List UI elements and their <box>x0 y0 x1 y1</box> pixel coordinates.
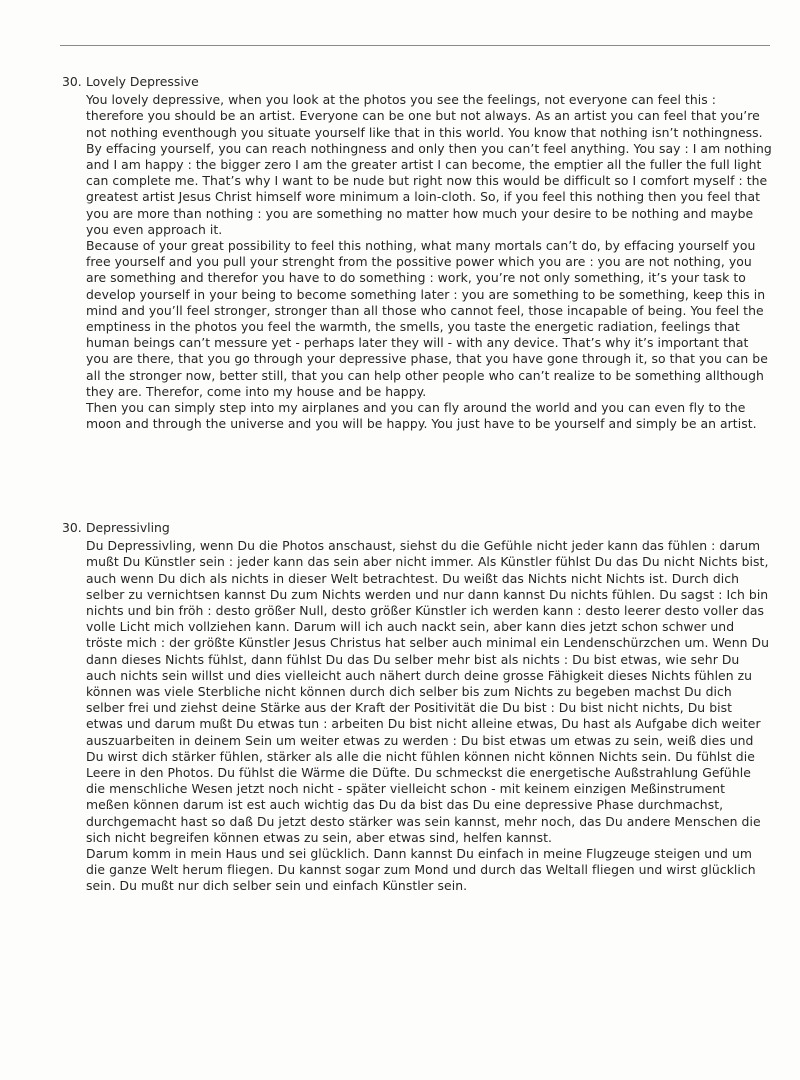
section-number: 30. <box>62 520 82 535</box>
paragraph: Then you can simply step into my airplanes and you can fly around the world and you can even fly to the moon and through the universe and you will be happy. You just have to be yourself and simply be an artist. <box>86 400 757 432</box>
paragraph: Because of your great possibility to feel this nothing, what many mortals can’t do, by effacing yourself you free yourself and you pull your strenght from the possitive power which you are : you are not nothing, you are something and therefor you have to do something : work, you’re not only something, it’s your task to develop yourself in your being to become something later : you are something to be something, keep this in mind and you’ll feel stronger, stronger than all those who cannot feel, those incapable of being. You feel the emptiness in the photos you feel the warmth, the smells, you taste the energetic radiation, feelings that human beings can’t messure yet - perhaps later they will - with any device. That’s why it’s important that you are there, that you go through your depressive phase, that you have gone through it, so that you can be all the stronger now, better still, that you can help other people who can’t realize to be something allthough they are. Therefor, come into my house and be happy. <box>86 238 768 399</box>
section-number: 30. <box>62 74 82 89</box>
section-german <box>62 520 772 895</box>
section-english <box>62 74 772 432</box>
paragraph: Du Depressivling, wenn Du die Photos anschaust, siehst du die Gefühle nicht jeder kann das fühlen : darum mußt Du Künstler sein : jeder kann das sein aber nicht immer. Als Künstler fühlst Du das Du nicht Nichts bist, auch wenn Du dich als nichts in dieser Welt betrachtest. Du weißt das Nichts nicht Nichts ist. Durch dich selber zu vernichtsen kannst Du zum Nichts werden und nur dann kannst Du nichts fühlen. Du sagst : Ich bin nichts und bin fröh : desto größer Null, desto größer Künstler ich werden kann : desto leerer desto voller das volle Licht mich vollziehen kann. Darum will ich auch nackt sein, aber kann dies jetzt schon schwer und tröste mich : der größte Künstler Jesus Christus hat selber auch minimal ein Lendenschürzchen um. Wenn Du dann dieses Nichts fühlst, dann fühlst Du das Du selber mehr bist als nichts : Du bist etwas, wie sehr Du auch nichts sein willst und dies vielleicht auch nähert durch deine grosse Fähigkeit dieses Nichts fühlen zu können was viele Sterbliche nicht können durch dich selber bis zum Nichts zu begeben machst Du dich selber frei und ziehst deine Stärke aus der Kraft der Positivität die Du bist : Du bist nicht nichts, Du bist etwas und darum mußt Du etwas tun : arbeiten Du bist nicht alleine etwas, Du hast als Aufgabe dich weiter auszuarbeiten in deinem Sein um weiter etwas zu werden : Du bist etwas um etwas zu sein, weiß dies und Du wirst dich stärker fühlen, stärker als alle die nicht fühlen können nicht können Nichts sein. Du fühlst die Leere in den Photos. Du fühlst die Wärme die Düfte. Du schmeckst die energetische Außstrahlung Gefühle die menschliche Wesen jetzt noch nicht - später vielleicht schon - mit keinem einzigen Meßinstrument meßen können darum ist est auch wichtig das Du da bist das Du eine depressive Phase durchmachst, durchgemacht hast so daß Du jetzt desto stärker was sein kannst, mehr noch, das Du andere Menschen die sich nicht begreifen können etwas zu sein, aber etwas sind, helfen kannst. <box>86 538 770 845</box>
section-title: Lovely Depressive <box>86 74 199 89</box>
section-heading <box>62 520 772 536</box>
section-body <box>86 92 772 432</box>
section-body <box>86 538 772 894</box>
paragraph: You lovely depressive, when you look at the photos you see the feelings, not everyone can feel this : therefore you should be an artist. Everyone can be one but not always. As an artist you can feel that you’re not nothing eventhough you situate yourself like that in this world. You know that nothing isn’t nothingness. By effacing yourself, you can reach nothingness and only then you can’t feel anything. You say : I am nothing and I am happy : the bigger zero I am the greater artist I can become, the emptier all the fuller the full light can complete me. That’s why I want to be nude but right now this would be difficult so I comfort myself : the greatest artist Jesus Christ himself wore minimum a loin-cloth. So, if you feel this nothing then you feel that you are more than nothing : you are something no matter how much your desire to be nothing and maybe you even approach it. <box>86 92 772 237</box>
section-title: Depressivling <box>86 520 170 535</box>
paragraph: Darum komm in mein Haus und sei glücklich. Dann kannst Du einfach in meine Flugzeuge steigen und um die ganze Welt herum fliegen. Du kannst sogar zum Mond und durch das Weltall fliegen und wirst glücklich sein. Du mußt nur dich selber sein und einfach Künstler sein. <box>86 846 756 894</box>
top-divider <box>60 45 770 46</box>
section-heading <box>62 74 772 90</box>
